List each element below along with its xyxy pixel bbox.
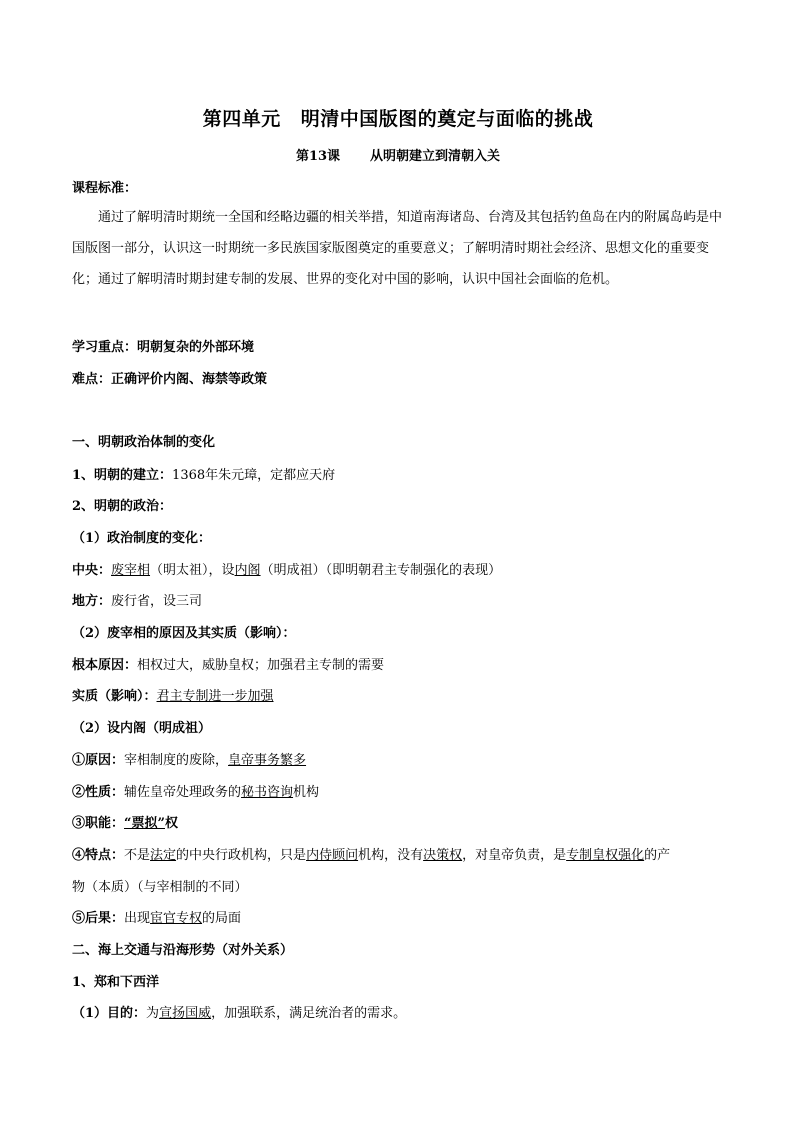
cabinet-reason: ①原因：宰相制度的废除，皇帝事务繁多 — [72, 753, 307, 768]
section1-item2: 2、明朝的政治： — [72, 499, 173, 514]
standard-label: 课程标准： — [72, 181, 138, 196]
essence-line: 实质（影响）：君主专制进一步加强 — [72, 689, 274, 704]
cabinet-function: ③职能：“票拟”权 — [72, 816, 178, 831]
focus-line: 学习重点：明朝复杂的外部环境 — [72, 340, 255, 355]
sub-political-change: （1）政治制度的变化： — [72, 531, 212, 546]
cabinet-consequence: ⑤后果：出现宦官专权的局面 — [72, 911, 242, 926]
root-cause-line: 根本原因：相权过大，威胁皇权；加强君主专制的需要 — [72, 658, 385, 673]
section2-heading: 二、海上交通与沿海形势（对外关系） — [72, 943, 294, 958]
section2-item1: 1、郑和下西洋 — [72, 975, 160, 990]
voyage-purpose: （1）目的：为宣扬国威，加强联系，满足统治者的需求。 — [72, 1006, 407, 1021]
section1-item1: 1、明朝的建立：1368年朱元璋，定都应天府 — [72, 468, 336, 483]
standard-text: 通过了解明清时期统一全国和经略边疆的相关举措，知道南海诸岛、台湾及其包括钓鱼岛在内的附属岛屿是中国版图一部分，认识这一时期统一多民族国家版图奠定的重要意义；了解明清时期社会经济、思想文化的重要变化；通过了解明清时期封建专制的发展、世界的变化对中国的影响，认识中国社会面临的危机。 — [72, 210, 723, 287]
local-line: 地方：废行省，设三司 — [72, 594, 203, 609]
lesson-title: 第13课 从明朝建立到清朝入关 — [295, 149, 501, 164]
sub-cabinet: （2）设内阁（明成祖） — [72, 721, 212, 736]
unit-title: 第四单元 明清中国版图的奠定与面临的挑战 — [202, 108, 594, 130]
difficulty-line: 难点：正确评价内阁、海禁等政策 — [72, 372, 268, 387]
cabinet-feature: ④特点：不是法定的中央行政机构，只是内侍顾问机构，没有决策权，对皇帝负责，是专制皇权强化的产 — [72, 848, 671, 863]
cabinet-feature-cont: 物（本质）（与宰相制的不同） — [72, 880, 248, 895]
cabinet-nature: ②性质：辅佐皇帝处理政务的秘书咨询机构 — [72, 785, 320, 800]
section1-heading: 一、明朝政治体制的变化 — [72, 435, 216, 450]
sub-abolish-reason: （2）废宰相的原因及其实质（影响）： — [72, 626, 296, 641]
central-line: 中央：废宰相（明太祖），设内阁（明成祖）（即明朝君主专制强化的表现） — [72, 563, 502, 578]
